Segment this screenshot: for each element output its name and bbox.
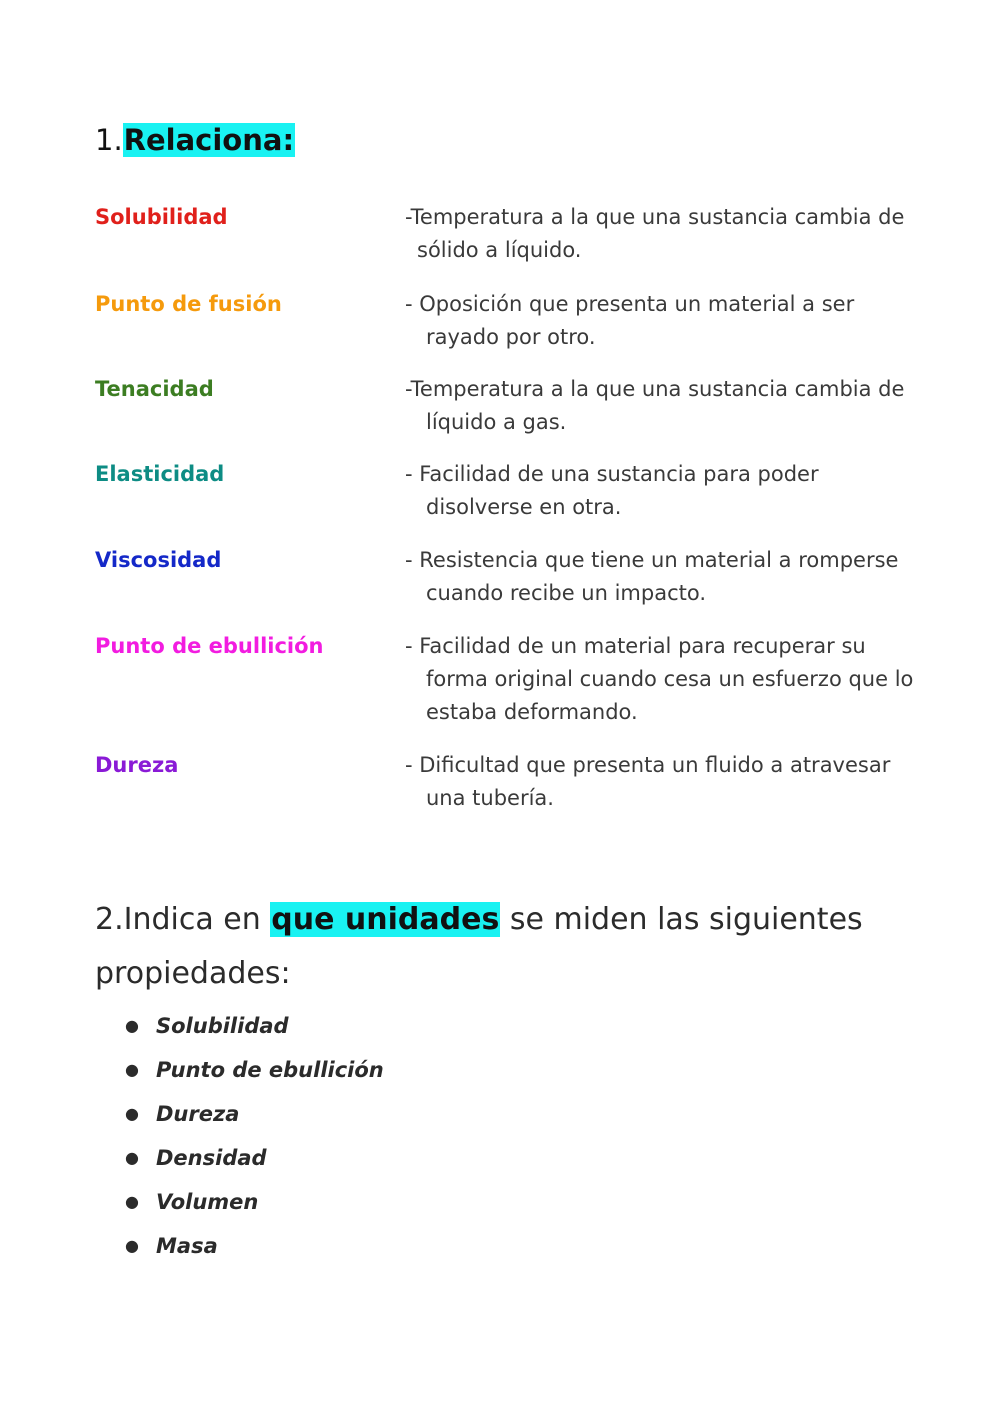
definition-line: - Facilidad de una sustancia para poder [405, 462, 819, 486]
list-item-label: Volumen [156, 1190, 259, 1214]
list-item-label: Masa [156, 1234, 218, 1258]
list-item [125, 1004, 384, 1048]
definition-line: cuando recibe un impacto. [426, 581, 707, 605]
bullet-icon: ● [125, 1016, 139, 1035]
term-solubilidad: Solubilidad [95, 205, 228, 229]
bullet-icon: ● [125, 1192, 139, 1211]
definition-line: forma original cuando cesa un esfuerzo que lo [426, 667, 914, 691]
question-1-title [95, 120, 295, 160]
list-item-label: Punto de ebullición [156, 1058, 384, 1082]
question-2-suffix: se miden las siguientes propiedades: [95, 902, 863, 991]
term-dureza: Dureza [95, 753, 179, 777]
bullet-icon: ● [125, 1236, 139, 1255]
question-2-text [95, 893, 935, 1001]
definition-line: - Dificultad que presenta un fluido a atravesar [405, 753, 891, 777]
list-item [125, 1180, 384, 1224]
definition-line: líquido a gas. [426, 410, 567, 434]
list-item [125, 1224, 384, 1268]
definition-line: -Temperatura a la que una sustancia cambia de [405, 205, 905, 229]
definition-2 [405, 288, 925, 354]
definition-7 [405, 749, 925, 815]
list-item-label: Densidad [156, 1146, 267, 1170]
bullet-icon: ● [125, 1060, 139, 1079]
definition-line: - Resistencia que tiene un material a romperse [405, 548, 899, 572]
definition-line: -Temperatura a la que una sustancia cambia de [405, 377, 905, 401]
list-item-label: Solubilidad [156, 1014, 289, 1038]
definition-line: - Oposición que presenta un material a ser [405, 292, 855, 316]
term-elasticidad: Elasticidad [95, 462, 225, 486]
definition-line: disolverse en otra. [426, 495, 622, 519]
definition-3 [405, 373, 925, 439]
definition-line: estaba deformando. [426, 700, 638, 724]
bullet-icon: ● [125, 1104, 139, 1123]
definition-5 [405, 544, 925, 610]
properties-list [125, 1004, 384, 1268]
definition-4 [405, 458, 925, 524]
definition-line: - Facilidad de un material para recuperar su [405, 634, 866, 658]
term-punto-de-ebullicion: Punto de ebullición [95, 634, 324, 658]
list-item [125, 1092, 384, 1136]
term-viscosidad: Viscosidad [95, 548, 222, 572]
bullet-icon: ● [125, 1148, 139, 1167]
definition-line: sólido a líquido. [417, 238, 582, 262]
question-1-number: 1. [95, 123, 123, 157]
definition-1 [405, 201, 925, 267]
term-punto-de-fusion: Punto de fusión [95, 292, 282, 316]
list-item-label: Dureza [156, 1102, 240, 1126]
question-1-heading: Relaciona: [123, 123, 295, 157]
definition-line: una tubería. [426, 786, 554, 810]
question-2-prefix: 2.Indica en [95, 902, 271, 937]
definition-line: rayado por otro. [426, 325, 596, 349]
list-item [125, 1136, 384, 1180]
definition-6 [405, 630, 925, 729]
question-2-highlight: que unidades [271, 902, 500, 937]
term-tenacidad: Tenacidad [95, 377, 214, 401]
list-item [125, 1048, 384, 1092]
